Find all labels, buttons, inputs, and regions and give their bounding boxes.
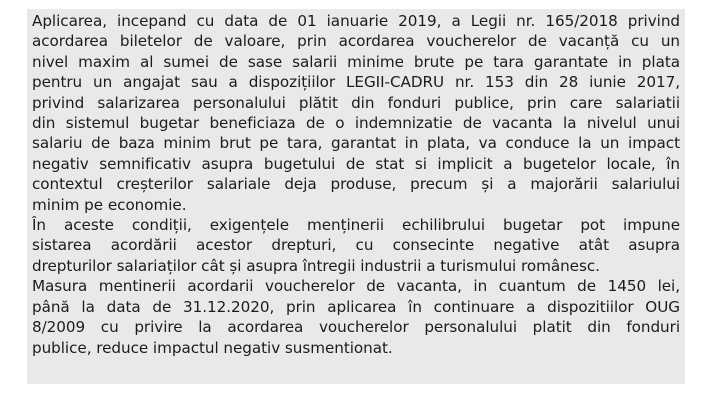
text-line: privind salarizarea personalului plătit din fonduri publice, prin care salariatii: [32, 93, 680, 112]
text-line: din sistemul bugetar beneficiaza de o indemnizatie de vacanta la nivelul unui: [32, 114, 680, 133]
text-line: În aceste condiții, exigențele menținerii echilibrului bugetar pot impune: [32, 216, 680, 235]
text-line: Masura mentinerii acordarii voucherelor de vacanta, in cuantum de 1450 lei,: [32, 277, 680, 296]
text-line: publice, reduce impactul negativ susmentionat.: [32, 338, 393, 357]
text-line: drepturilor salariaților cât și asupra întregii industrii a turismului românesc.: [32, 256, 600, 275]
text-line: nivel maxim al sumei de sase salarii minime brute pe tara garantate in plata: [32, 52, 680, 71]
text-line: pentru un angajat sau a dispozițiilor LEGII-CADRU nr. 153 din 28 iunie 2017,: [32, 73, 680, 92]
text-line: 8/2009 cu privire la acordarea voucherelor personalului platit din fonduri: [32, 318, 680, 337]
text-line: acordarea biletelor de valoare, prin acordarea voucherelor de vacanță cu un: [32, 32, 680, 51]
document-text: [32, 11, 680, 358]
text-line: Aplicarea, incepand cu data de 01 ianuarie 2019, a Legii nr. 165/2018 privind: [32, 12, 680, 30]
paragraph-1: [32, 11, 680, 215]
scanned-page: [27, 9, 685, 384]
text-line: contextul creșterilor salariale deja produse, precum și a majorării salariului: [32, 175, 680, 194]
text-line: sistarea acordării acestor drepturi, cu consecinte negative atât asupra: [32, 236, 680, 255]
text-line: negativ semnificativ asupra bugetului de stat si implicit a bugetelor locale, în: [32, 154, 680, 173]
text-line: minim pe economie.: [32, 195, 187, 214]
paragraph-2: [32, 215, 680, 276]
text-line: salariu de baza minim brut pe tara, garantat in plata, va conduce la un impact: [32, 134, 680, 153]
text-line: până la data de 31.12.2020, prin aplicarea în continuare a dispozitiilor OUG: [32, 297, 680, 316]
paragraph-3: [32, 276, 680, 358]
